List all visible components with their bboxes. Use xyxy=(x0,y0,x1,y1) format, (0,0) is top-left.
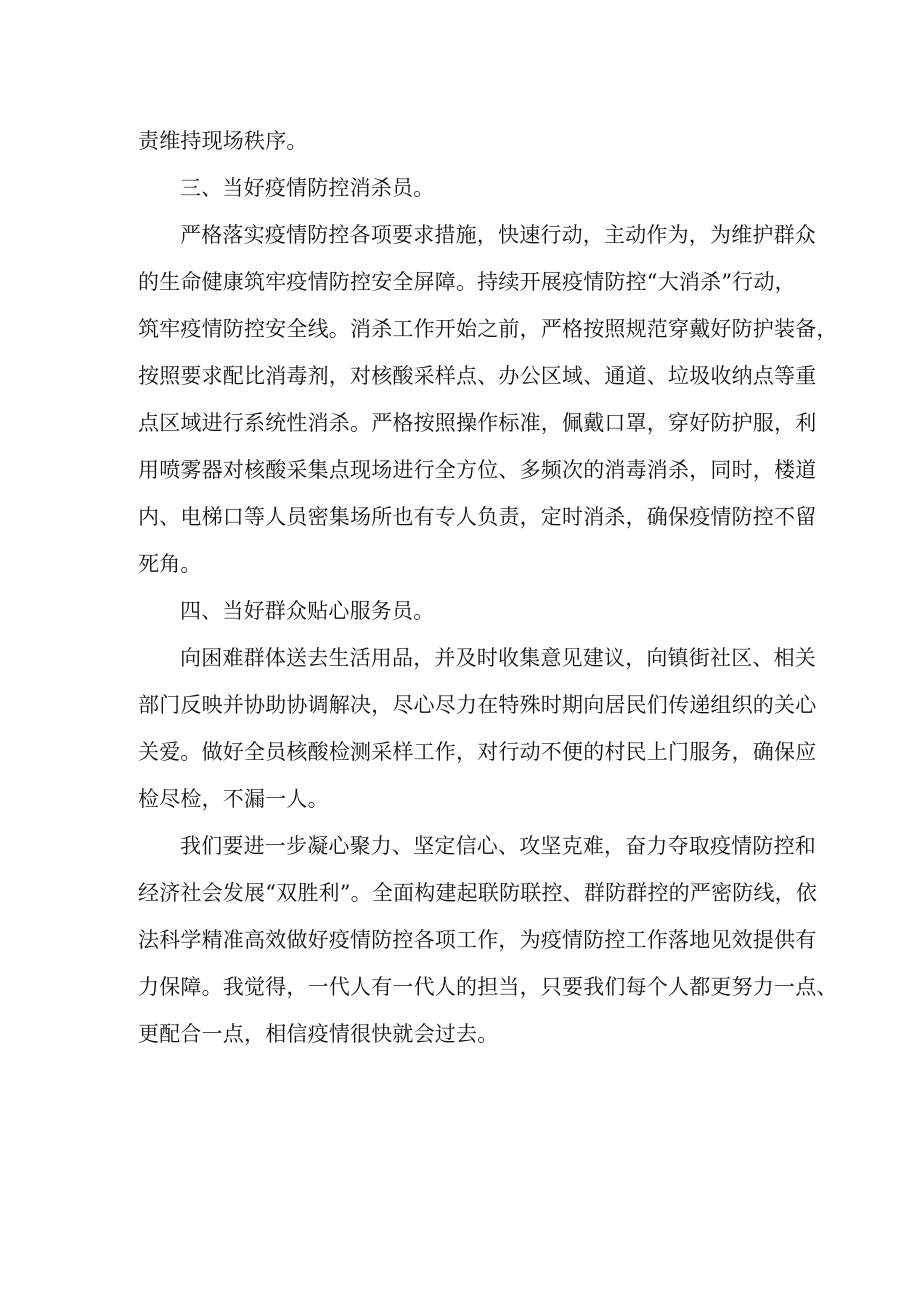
paragraph-continuation-line: 责维持现场秩序。 xyxy=(138,129,308,153)
paragraph-line: 按照要求配比消毒剂，对核酸采样点、办公区域、通道、垃圾收纳点等重 xyxy=(138,364,817,388)
paragraph-line: 点区域进行系统性消杀。严格按照操作标准，佩戴口罩，穿好防护服，利 xyxy=(138,411,817,435)
paragraph-line: 我们要进一步凝心聚力、坚定信心、攻坚克难，奋力夺取疫情防控和 xyxy=(180,834,816,858)
paragraph-line: 死角。 xyxy=(138,552,202,576)
paragraph-line: 法科学精准高效做好疫情防控各项工作，为疫情防控工作落地见效提供有 xyxy=(138,928,817,952)
paragraph-line: 筑牢疫情防控安全线。消杀工作开始之前，严格按照规范穿戴好防护装备， xyxy=(138,317,838,341)
paragraph-line: 经济社会发展“双胜利”。全面构建起联防联控、群防群控的严密防线，依 xyxy=(138,881,818,905)
paragraph-line: 的生命健康筑牢疫情防控安全屏障。持续开展疫情防控“大消杀”行动， xyxy=(138,270,796,294)
paragraph-line: 用喷雾器对核酸采集点现场进行全方位、多频次的消毒消杀，同时，楼道 xyxy=(138,458,817,482)
paragraph-line: 力保障。我觉得，一代人有一代人的担当，只要我们每个人都更努力一点、 xyxy=(138,975,838,999)
section-heading-four: 四、当好群众贴心服务员。 xyxy=(180,599,435,623)
paragraph-line: 内、电梯口等人员密集场所也有专人负责，定时消杀，确保疫情防控不留 xyxy=(138,505,817,529)
paragraph-line: 更配合一点，相信疫情很快就会过去。 xyxy=(138,1022,499,1046)
paragraph-line: 部门反映并协助协调解决，尽心尽力在特殊时期向居民们传递组织的关心 xyxy=(138,693,817,717)
paragraph-line: 关爱。做好全员核酸检测采样工作，对行动不便的村民上门服务，确保应 xyxy=(138,740,817,764)
section-heading-three: 三、当好疫情防控消杀员。 xyxy=(180,176,435,200)
paragraph-line: 严格落实疫情防控各项要求措施，快速行动，主动作为，为维护群众 xyxy=(180,223,816,247)
paragraph-line: 检尽检，不漏一人。 xyxy=(138,787,329,811)
paragraph-line: 向困难群体送去生活用品，并及时收集意见建议，向镇街社区、相关 xyxy=(180,646,816,670)
document-body xyxy=(138,118,838,1058)
